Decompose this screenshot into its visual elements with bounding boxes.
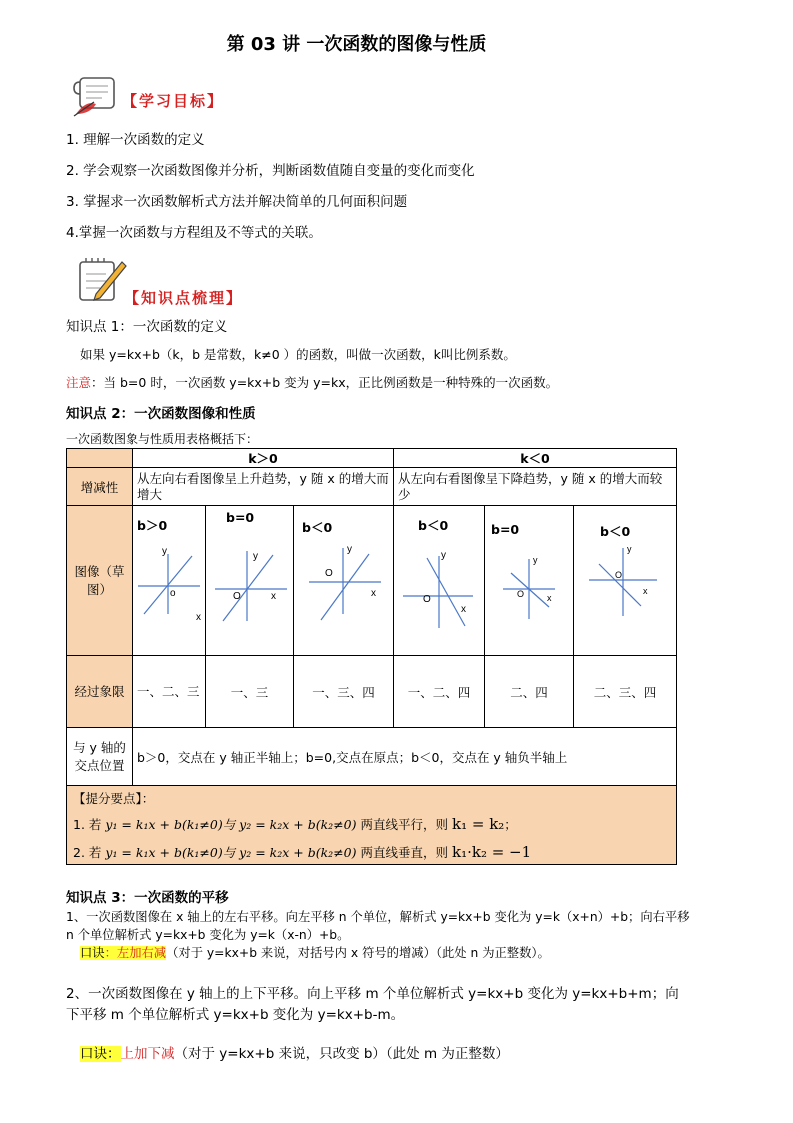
quadrant-cell: 一、二、三 [133,656,206,728]
kp3-p2-line2: 下平移 m 个单位解析式 y=kx+b 变化为 y=kx+b-m。 [66,1007,405,1023]
axis-y-label: y [533,555,538,565]
kp1-body: 如果 y=kx+b（k，b 是常数，k≠0 ）的函数，叫做一次函数，k叫比例系数。 [80,347,516,362]
goal-item: 1. 理解一次函数的定义 [66,132,205,148]
axis-y-label: y [252,551,258,562]
tip-1: 1. 若 y₁ = k₁x + b(k₁≠0)与 y₂ = k₂x + b(k₂≠0) 两直线平行，则 k₁ = k₂； [73,815,517,833]
kp2-heading: 知识点 2：一次函数图像和性质 [66,406,256,422]
line-graph-4 [397,534,481,630]
k-negative-header: k＜0 [394,449,677,468]
row-label-monotonic: 增减性 [67,468,133,506]
note-body: ：当 b=0 时，一次函数 y=kx+b 变为 y=kx，正比例函数是一种特殊的一次函数。 [91,375,559,390]
axis-y-label: y [441,550,446,561]
tip1-suffix: 两直线平行，则 [360,817,448,832]
table-caption: 一次函数图象与性质用表格概括下： [66,432,259,446]
quadrant-cell: 二、四 [485,656,574,728]
tips-heading: 【提分要点】： [73,791,155,806]
line-graph-6 [577,540,673,628]
graph-cell [206,506,294,656]
origin-label: O [423,594,431,605]
row-label-graph: 图像（草图） [67,506,133,656]
kp3-mnemonic1 [80,943,550,961]
properties-table [66,448,677,865]
quadrant-cell: 一、二、四 [394,656,485,728]
page-title: 第 03 讲 一次函数的图像与性质 [226,34,487,55]
goal-item: 3. 掌握求一次函数解析式方法并解决简单的几何面积问题 [66,194,408,210]
mnemonic1-rest: （对于 y=kx+b 来说，对括号内 x 符号的增减）（此处 n 为正整数）。 [166,946,550,960]
mnemonic1-label: 口诀：左加右减 [80,946,167,960]
mnemonic2-label: 口诀： [80,1046,121,1062]
tip2-formula: y₁ = k₁x + b(k₁≠0)与 y₂ = k₂x + b(k₂≠0) [105,845,357,860]
graph-cell [485,506,574,656]
axis-x-label: x [270,591,276,602]
graph-cell [133,506,206,656]
origin-label: O [232,591,241,602]
graph-cell [294,506,394,656]
row-label-intersect: 与 y 轴的交点位置 [67,728,133,786]
mnemonic2-red: 上加下减 [120,1046,175,1062]
k-positive-header: k＞0 [133,449,394,468]
knowledge-badge: 【知识点梳理】 [124,289,244,307]
axis-x-label: x [370,588,376,599]
kp1-heading: 知识点 1：一次函数的定义 [66,319,228,335]
axis-x-label: x [643,586,648,596]
quadrant-cell: 一、三 [206,656,294,728]
b-label: b＜0 [418,518,449,533]
axis-y-label: y [162,546,167,557]
b-label: b=0 [226,510,255,525]
b-label: b=0 [491,522,520,537]
tips-box [67,786,677,865]
goals-badge: 【学习目标】 [122,92,225,110]
line-graph-5 [489,537,569,627]
graph-cell [394,506,485,656]
row-label-quadrant: 经过象限 [67,656,133,728]
axis-x-label: x [547,593,552,603]
axis-y-label: y [346,544,352,555]
kp1-note [66,373,558,391]
scroll-quill-icon [72,72,126,118]
goal-item: 2. 学会观察一次函数图像并分析，判断函数值随自变量的变化而变化 [66,163,475,179]
kp3-p1-line1: 1、一次函数图像在 x 轴上的左右平移。向左平移 n 个单位，解析式 y=kx+b 变化为 y=k（x+n）+b；向右平移 [66,910,690,924]
kp3-p1-line2: n 个单位解析式 y=kx+b 变化为 y=k（x-n）+b。 [66,928,350,942]
tip2-prefix: 2. 若 [73,845,102,860]
axis-x-label: x [461,604,466,615]
kp3-heading: 知识点 3：一次函数的平移 [66,890,229,906]
goal-item: 4.掌握一次函数与方程组及不等式的关联。 [66,225,322,241]
note-label: 注意 [66,375,92,390]
tip-2 [73,843,670,861]
graph-cell [574,506,677,656]
intersect-text: b＞0，交点在 y 轴正半轴上；b=0,交点在原点；b＜0，交点在 y 轴负半轴上 [133,728,677,786]
tip2-suffix: 两直线垂直，则 [360,845,448,860]
origin-label: O [615,570,623,580]
quadrant-cell: 二、三、四 [574,656,677,728]
b-label: b＜0 [600,524,631,539]
axis-y-label: y [627,544,632,554]
axis-x-label: x [196,612,201,623]
monotonic-negative: 从左向右看图像呈下降趋势，y 随 x 的增大而较少 [394,468,677,506]
tip1-prefix: 1. 若 [73,817,102,832]
monotonic-positive: 从左向右看图像呈上升趋势，y 随 x 的增大而增大 [133,468,394,506]
line-graph-2 [207,525,293,625]
line-graph-3 [299,536,389,626]
b-label: b＜0 [302,520,333,535]
origin-label: o [170,588,176,599]
origin-label: O [517,589,525,599]
b-label: b＞0 [137,518,168,533]
origin-label: O [324,568,333,579]
quadrant-cell: 一、三、四 [294,656,394,728]
notebook-pencil-icon [74,254,130,304]
mnemonic2-rest: （对于 y=kx+b 来说，只改变 b）（此处 m 为正整数） [174,1046,509,1062]
tip1-formula: y₁ = k₁x + b(k₁≠0)与 y₂ = k₂x + b(k₂≠0) [105,817,357,832]
kp3-mnemonic2 [80,1042,509,1062]
tip1-result: k₁ = k₂ [451,815,505,833]
line-graph-1 [134,534,204,624]
tip2-result: k₁·k₂ = −1 [451,843,532,861]
kp3-p2-line1: 2、一次函数图像在 y 轴上的上下平移。向上平移 m 个单位解析式 y=kx+b 变化为 y=kx+b+m；向 [66,986,679,1002]
